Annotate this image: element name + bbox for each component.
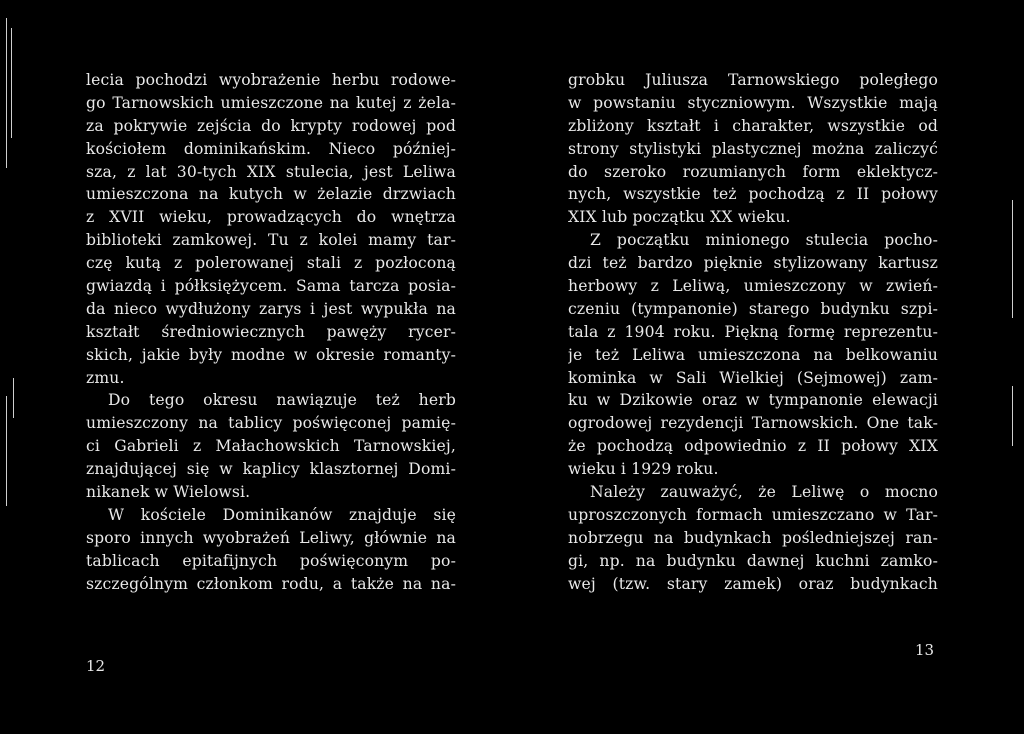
text-line: je też Leliwa umieszczona na belkowaniu <box>568 345 938 364</box>
text-line: szczególnym członkom rodu, a także na na- <box>86 574 456 593</box>
text-line: nobrzegu na budynkach pośledniejszej ran- <box>568 528 938 547</box>
text-line: kształt średniowiecznych pawęży rycer- <box>86 322 456 341</box>
text-line: że pochodzą odpowiednio z II połowy XIX <box>568 437 938 456</box>
text-line: Do tego okresu nawiązuje też herb <box>108 391 456 410</box>
text-line: ku w Dzikowie oraz w tympanonie elewacji <box>568 391 938 410</box>
text-line: kominka w Sali Wielkiej (Sejmowej) zam- <box>568 368 938 387</box>
text-line: Z początku minionego stulecia pocho- <box>590 231 938 250</box>
text-line: dzi też bardzo pięknie stylizowany kartusz <box>568 254 938 273</box>
text-line: gi, np. na budynku dawnej kuchni zamko- <box>568 551 938 570</box>
text-line: kościołem dominikańskim. Nieco później- <box>86 139 456 158</box>
text-line: ogrodowej rezydencji Tarnowskich. One tak- <box>568 414 938 433</box>
text-line: sporo innych wyobrażeń Leliwy, głównie na <box>86 528 456 547</box>
right-page <box>512 0 1024 734</box>
text-line: wieku i 1929 roku. <box>568 460 719 479</box>
text-line: zbliżony kształt i charakter, wszystkie od <box>568 116 938 135</box>
text-line: zmu. <box>86 368 125 387</box>
text-line: czę kutą z polerowanej stali z pozłoconą <box>86 254 456 273</box>
text-line: nych, wszystkie też pochodzą z II połowy <box>568 185 938 204</box>
text-line: ci Gabrieli z Małachowskich Tarnowskiej, <box>86 437 456 456</box>
text-line: XIX lub początku XX wieku. <box>568 208 791 227</box>
page-number: 13 <box>915 641 935 659</box>
text-line: lecia pochodzi wyobrażenie herbu rodowe- <box>86 71 456 89</box>
text-line: tablicach epitafijnych poświęconym po- <box>86 551 456 570</box>
text-line: uproszczonych formach umieszczano w Tar- <box>568 505 938 524</box>
text-line: czeniu (tympanonie) starego budynku szpi- <box>568 299 938 318</box>
text-line: tala z 1904 roku. Piękną formę reprezentu- <box>568 322 938 341</box>
text-line: znajdującej się w kaplicy klasztornej Domi- <box>86 460 456 479</box>
text-line: grobku Juliusza Tarnowskiego poległego <box>568 71 938 89</box>
text-line: z XVII wieku, prowadzących do wnętrza <box>86 208 456 227</box>
text-line: biblioteki zamkowej. Tu z kolei mamy tar- <box>86 231 456 250</box>
text-line: da nieco wydłużony zarys i jest wypukła na <box>86 299 456 318</box>
text-line: sza, z lat 30-tych XIX stulecia, jest Leliwa <box>86 162 456 181</box>
text-line: gwiazdą i półksiężycem. Sama tarcza posia- <box>86 277 456 296</box>
text-line: strony stylistyki plastycznej można zaliczyć <box>568 139 938 158</box>
text-line: w powstaniu styczniowym. Wszystkie mają <box>568 93 938 112</box>
text-line: do szeroko rozumianych form eklektycz- <box>568 162 938 181</box>
text-line: umieszczony na tablicy poświęconej pamię- <box>86 414 456 433</box>
text-line: skich, jakie były modne w okresie romanty- <box>86 345 456 364</box>
text-line: W kościele Dominikanów znajduje się <box>108 505 456 524</box>
page-number: 12 <box>86 657 106 675</box>
text-line: umieszczona na kutych w żelazie drzwiach <box>86 185 456 204</box>
text-line: wej (tzw. stary zamek) oraz budynkach <box>568 574 938 593</box>
text-line: nikanek w Wielowsi. <box>86 483 251 502</box>
text-line: go Tarnowskich umieszczone na kutej z żela- <box>86 93 456 112</box>
text-line: za pokrywie zejścia do krypty rodowej pod <box>86 116 456 135</box>
text-line: Należy zauważyć, że Leliwę o mocno <box>590 483 938 502</box>
text-line: herbowy z Leliwą, umieszczony w zwień- <box>568 277 938 296</box>
left-text-column <box>86 69 456 595</box>
right-text-column <box>568 69 938 595</box>
